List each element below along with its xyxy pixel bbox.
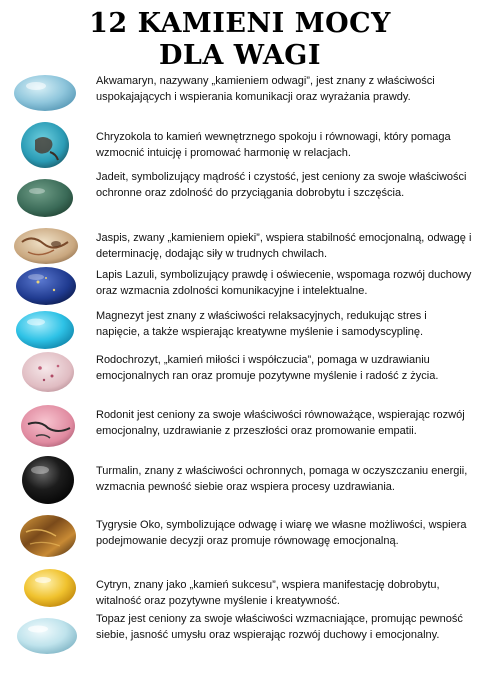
stone-description: Akwamaryn, nazywany „kamieniem odwagi”, jest znany z właściwości uspokajających i wspierania komunikacji oraz wyrażania prawdy. bbox=[96, 75, 435, 103]
stone-row bbox=[0, 454, 480, 507]
stone-description: Cytryn, znany jako „kamień sukcesu”, wspiera manifestację dobrobytu, witalność oraz pozytywne myślenie i kreatywność. bbox=[96, 579, 440, 607]
stone-description: Lapis Lazuli, symbolizujący prawdę i oświecenie, wspomaga rozwój duchowy oraz wzmacnia zdolności komunikacyjne i intelektualne. bbox=[96, 269, 472, 297]
stone-description: Rodochrozyt, „kamień miłości i współczucia”, pomaga w uzdrawianiu emocjonalnych ran oraz promuje pozytywne myślenie i radość z życia. bbox=[96, 354, 439, 382]
rhodonite-stone-icon bbox=[10, 402, 80, 450]
stone-row bbox=[0, 120, 480, 173]
lapis-lazuli-stone-icon bbox=[10, 264, 80, 308]
stone-row bbox=[0, 402, 480, 455]
title-line-1: 12 KAMIENI MOCY bbox=[89, 8, 391, 39]
tourmaline-stone-icon bbox=[10, 454, 80, 506]
stone-row bbox=[0, 172, 480, 225]
rhodochrosite-stone-icon bbox=[10, 350, 80, 394]
stone-description: Topaz jest ceniony za swoje właściwości wzmacniające, promując pewność siebie, jasność umysłu oraz wspierając rozwój duchowy i emocjonalny. bbox=[96, 613, 463, 641]
tigers-eye-stone-icon bbox=[10, 512, 80, 560]
stone-row bbox=[0, 350, 480, 403]
page-title bbox=[0, 8, 480, 72]
stone-row bbox=[0, 512, 480, 565]
magnesite-stone-icon bbox=[10, 308, 80, 352]
jade-stone-icon bbox=[10, 176, 80, 220]
citrine-stone-icon bbox=[10, 566, 80, 610]
stone-description: Magnezyt jest znany z właściwości relaksacyjnych, redukując stres i napięcie, a także wspierając kreatywne myślenie i samodyscyplinę. bbox=[96, 310, 427, 338]
aquamarine-stone-icon bbox=[10, 70, 80, 114]
stone-row bbox=[0, 612, 480, 665]
stone-description: Jaspis, zwany „kamieniem opieki”, wspiera stabilność emocjonalną, odwagę i determinację, dodając siły w trudnych chwilach. bbox=[96, 232, 472, 260]
stone-description: Chryzokola to kamień wewnętrznego spokoju i równowagi, który pomaga wzmocnić intuicję i promować harmonię w relacjach. bbox=[96, 131, 451, 159]
stone-description: Jadeit, symbolizujący mądrość i czystość, jest ceniony za swoje właściwości ochronne oraz zdolność do przyciągania dobrobytu i szczęścia. bbox=[96, 171, 467, 199]
stone-description: Turmalin, znany z właściwości ochronnych, pomaga w oczyszczaniu energii, wzmacnia pewność siebie oraz wspiera procesy uzdrawiania. bbox=[96, 465, 468, 493]
chrysocolla-stone-icon bbox=[10, 120, 80, 170]
title-line-2: DLA WAGI bbox=[159, 40, 321, 71]
stone-description: Tygrysie Oko, symbolizujące odwagę i wiarę we własne możliwości, wspiera podejmowanie decyzji oraz promuje równowagę emocjonalną. bbox=[96, 519, 467, 547]
stone-row bbox=[0, 68, 480, 121]
topaz-stone-icon bbox=[10, 614, 80, 658]
stone-description: Rodonit jest ceniony za swoje właściwości równoważące, wspierając rozwój emocjonalny, uzdrawianie z przeszłości oraz promowanie empatii. bbox=[96, 409, 465, 437]
